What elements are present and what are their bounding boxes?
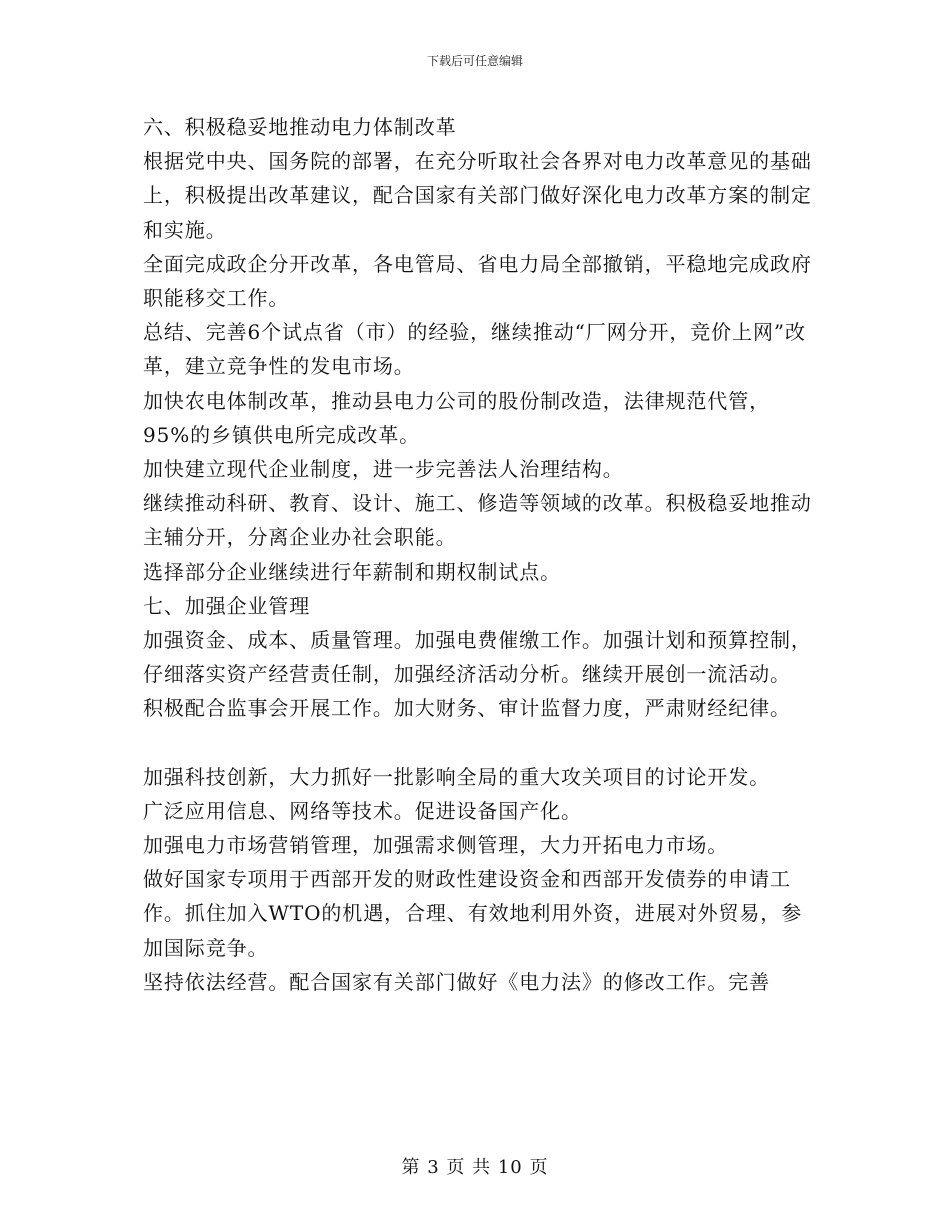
paragraph: 总结、完善6个试点省（市）的经验，继续推动“厂网分开，竞价上网”改革，建立竞争性的发电市场。 [143,320,806,379]
section-heading-7: 七、加强企业管理 [143,593,311,618]
paragraph: 加快农电体制改革，推动县电力公司的股份制改造，法律规范代管，95%的乡镇供电所完成改革。 [143,388,770,447]
document-body [143,110,813,999]
paragraph: 继续推动科研、教育、设计、施工、修造等领域的改革。积极稳妥地推动主辅分开，分离企业办社会职能。 [143,491,812,550]
paragraph: 广泛应用信息、网络等技术。促进设备国产化。 [143,798,582,823]
page-header-note: 下载后可任意编辑 [426,54,523,68]
paragraph: 加快建立现代企业制度，进一步完善法人治理结构。 [143,457,624,482]
page-number-footer: 第 3 页 共 10 页 [401,1157,549,1178]
paragraph: 全面完成政企分开改革，各电管局、省电力局全部撤销，平稳地完成政府职能移交工作。 [143,251,812,311]
paragraph: 加强电力市场营销管理，加强需求侧管理，大力开拓电力市场。 [143,833,729,858]
paragraph: 积极配合监事会开展工作。加大财务、审计监督力度，严肃财经纪律。 [143,696,791,721]
paragraph: 加强资金、成本、质量管理。加强电费催缴工作。加强计划和预算控制，仔细落实资产经营责任制，加强经济活动分析。继续开展创一流活动。 [143,628,812,687]
paragraph: 加强科技创新，大力抓好一批影响全局的重大攻关项目的讨论开发。 [143,764,770,789]
paragraph: 做好国家专项用于西部开发的财政性建设资金和西部开发债券的申请工作。抓住加入WTO的机遇，合理、有效地利用外资，进展对外贸易，参加国际竞争。 [143,867,803,960]
paragraph: 选择部分企业继续进行年薪制和期权制试点。 [143,559,561,584]
paragraph: 坚持依法经营。配合国家有关部门做好《电力法》的修改工作。完善 [143,969,770,994]
section-heading-6: 六、积极稳妥地推动电力体制改革 [143,115,457,139]
paragraph: 根据党中央、国务院的部署，在充分听取社会各界对电力改革意见的基础上，积极提出改革建议，配合国家有关部门做好深化电力改革方案的制定和实施。 [143,149,812,242]
